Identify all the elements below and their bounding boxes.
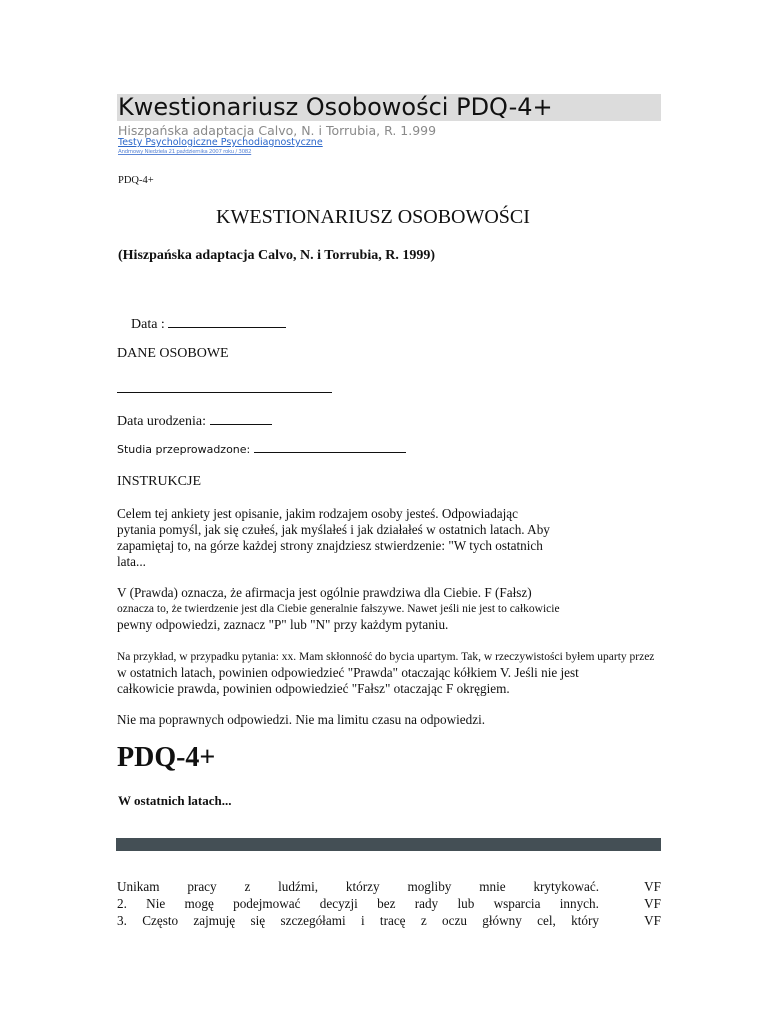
word: 2.: [117, 896, 127, 911]
word: się: [250, 913, 266, 928]
name-blank: [117, 380, 332, 393]
answer-options[interactable]: VF: [644, 913, 661, 928]
paragraph-line: całkowicie prawda, powinien odpowiedzieć "Fałsz" otaczając F okręgiem.: [117, 681, 510, 696]
studies-blank: [254, 443, 406, 453]
studies-field: [117, 443, 406, 456]
word: mogę: [184, 896, 214, 911]
word: wsparcia: [493, 896, 541, 911]
table-header-bar: [116, 838, 661, 851]
word: i: [360, 913, 365, 928]
paragraph-line: Celem tej ankiety jest opisanie, jakim rodzajem osoby jesteś. Odpowiadając: [117, 506, 519, 521]
question-row: [117, 895, 661, 912]
word: zajmuję: [193, 913, 236, 928]
word: mogliby: [407, 879, 452, 894]
word: oczu: [442, 913, 467, 928]
paragraph-line: zapamiętaj to, na górze każdej strony znajdziesz stwierdzenie: "W tych ostatnich: [117, 538, 543, 553]
main-heading: KWESTIONARIUSZ OSOBOWOŚCI: [216, 206, 530, 228]
word: z: [420, 913, 427, 928]
word: podejmować: [233, 896, 301, 911]
paragraph-line: pytania pomyśl, jak się czułeś, jak myślałeś i jak działałeś w ostatnich latach. Aby: [117, 522, 550, 537]
word: rady: [414, 896, 439, 911]
document-subtitle: Hiszpańska adaptacja Calvo, N. i Torrubia, R. 1.999: [118, 123, 437, 138]
paragraph-line: w ostatnich latach, powinien odpowiedzieć "Prawda" otaczając kółkiem V. Jeśli nie jest: [117, 665, 579, 680]
name-field: [117, 380, 332, 398]
paragraph-line: oznacza to, że twierdzenie jest dla Ciebie generalnie fałszywe. Nawet jeśli nie jest to całkowicie: [117, 603, 560, 615]
birth-label: Data urodzenia:: [117, 414, 207, 429]
word: Unikam: [117, 879, 160, 894]
word: ludźmi,: [278, 879, 319, 894]
instructions-paragraph-1: [117, 506, 550, 570]
word: tracę: [379, 913, 406, 928]
word: którzy: [345, 879, 380, 894]
category-link[interactable]: Testy Psychologiczne Psychodiagnostyczne: [118, 137, 323, 148]
answer-options[interactable]: VF: [644, 879, 661, 894]
document-title: Kwestionariusz Osobowości PDQ-4+: [118, 93, 553, 121]
word: główny: [482, 913, 522, 928]
birth-blank: [210, 412, 272, 425]
word: Często: [142, 913, 179, 928]
birth-field: [117, 412, 272, 430]
question-text: [117, 895, 639, 912]
word: bez: [377, 896, 396, 911]
word: Nie: [146, 896, 166, 911]
adaptation-line: (Hiszpańska adaptacja Calvo, N. i Torrubia, R. 1999): [118, 248, 435, 263]
personal-data-heading: DANE OSOBOWE: [117, 346, 229, 361]
word: który: [571, 913, 599, 928]
word: pracy: [187, 879, 217, 894]
instructions-paragraph-2: [117, 585, 560, 633]
question-text: [117, 878, 639, 895]
word: cel,: [537, 913, 556, 928]
word: innych.: [559, 896, 599, 911]
question-text: [117, 912, 639, 929]
word: 3.: [117, 913, 127, 928]
answer-options[interactable]: VF: [644, 896, 661, 911]
paragraph-line: lata...: [117, 554, 146, 569]
word: decyzji: [319, 896, 358, 911]
question-row: [117, 912, 661, 929]
word: lub: [457, 896, 475, 911]
instructions-paragraph-3: [117, 649, 654, 697]
paragraph-line: V (Prawda) oznacza, że afirmacja jest ogólnie prawdziwa dla Ciebie. F (Fałsz): [117, 585, 532, 600]
word: mnie: [479, 879, 506, 894]
word: krytykować.: [533, 879, 599, 894]
instructions-paragraph-4: Nie ma poprawnych odpowiedzi. Nie ma limitu czasu na odpowiedzi.: [117, 712, 486, 727]
top-tag: PDQ-4+: [118, 175, 154, 186]
question-row: [117, 878, 661, 895]
studies-label: Studia przeprowadzone:: [117, 443, 251, 456]
paragraph-line: pewny odpowiedzi, zaznacz "P" lub "N" przy każdym pytaniu.: [117, 617, 449, 632]
word: z: [244, 879, 251, 894]
word: szczegółami: [280, 913, 346, 928]
paragraph-line: Na przykład, w przypadku pytania: xx. Mam skłonność do bycia upartym. Tak, w rzeczywistości byłem uparty przez: [117, 651, 655, 663]
section-subtitle: W ostatnich latach...: [118, 793, 232, 808]
instructions-heading: INSTRUKCJE: [117, 474, 202, 489]
uploader-link[interactable]: Andrnowy Niedziela 21 października 2007 roku / 3082: [118, 149, 252, 155]
date-label: Data :: [131, 317, 165, 332]
date-field: [131, 315, 286, 333]
section-title: PDQ-4+: [117, 742, 216, 773]
date-blank: [168, 315, 286, 328]
